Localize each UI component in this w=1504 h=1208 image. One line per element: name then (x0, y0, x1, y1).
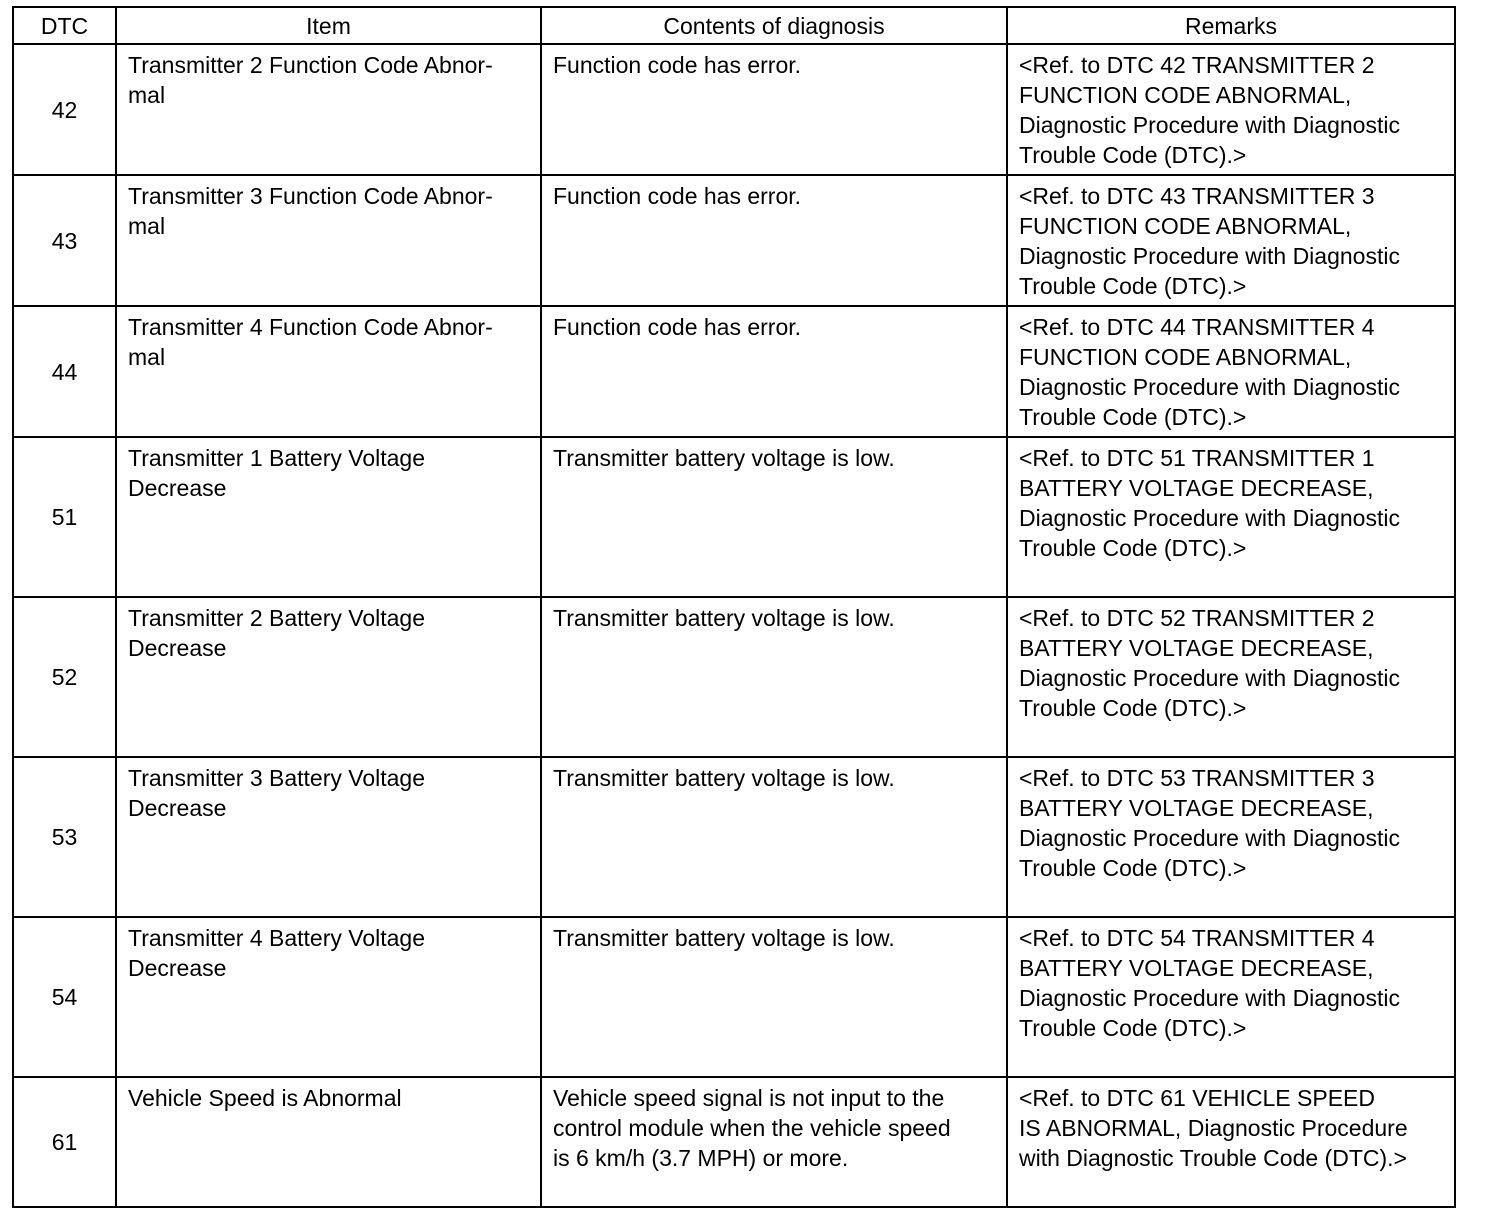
remarks-text: <Ref. to DTC 54 TRANSMITTER 4 BATTERY VOLTAGE DECREASE, Diagnostic Procedure with Diagnostic Trouble Code (DTC).> (1019, 925, 1400, 1041)
remarks-text: <Ref. to DTC 53 TRANSMITTER 3 BATTERY VOLTAGE DECREASE, Diagnostic Procedure with Diagnostic Trouble Code (DTC).> (1019, 765, 1400, 881)
dtc-table (12, 6, 1456, 1208)
contents-text: Vehicle speed signal is not input to the control module when the vehicle speed is 6 km/h (3.7 MPH) or more. (553, 1085, 951, 1171)
remarks-text: <Ref. to DTC 51 TRANSMITTER 1 BATTERY VOLTAGE DECREASE, Diagnostic Procedure with Diagnostic Trouble Code (DTC).> (1019, 445, 1400, 561)
item-cell (116, 44, 541, 175)
remarks-cell (1007, 757, 1455, 917)
contents-cell (541, 306, 1007, 437)
table-row (13, 306, 1455, 437)
table-row (13, 44, 1455, 175)
item-cell (116, 597, 541, 757)
contents-cell (541, 175, 1007, 306)
contents-text: Transmitter battery voltage is low. (553, 925, 895, 951)
item-cell (116, 306, 541, 437)
item-cell (116, 757, 541, 917)
item-text: Transmitter 3 Battery Voltage Decrease (128, 765, 426, 821)
dtc-code-cell: 61 (13, 1077, 116, 1207)
contents-cell (541, 1077, 1007, 1207)
remarks-cell (1007, 306, 1455, 437)
table-row (13, 175, 1455, 306)
contents-cell (541, 437, 1007, 597)
contents-text: Function code has error. (553, 183, 802, 209)
item-text: Transmitter 4 Function Code Abnor- mal (128, 314, 493, 370)
remarks-text: <Ref. to DTC 42 TRANSMITTER 2 FUNCTION CODE ABNORMAL, Diagnostic Procedure with Diagnostic Trouble Code (DTC).> (1019, 52, 1400, 168)
dtc-code-cell: 42 (13, 44, 116, 175)
remarks-text: <Ref. to DTC 43 TRANSMITTER 3 FUNCTION CODE ABNORMAL, Diagnostic Procedure with Diagnostic Trouble Code (DTC).> (1019, 183, 1400, 299)
header-item: Item (116, 7, 541, 44)
item-cell (116, 1077, 541, 1207)
table-header-row (13, 7, 1455, 44)
contents-cell (541, 44, 1007, 175)
item-text: Transmitter 3 Function Code Abnor- mal (128, 183, 493, 239)
item-text: Transmitter 2 Battery Voltage Decrease (128, 605, 426, 661)
dtc-code-cell: 44 (13, 306, 116, 437)
dtc-code-cell: 52 (13, 597, 116, 757)
remarks-text: <Ref. to DTC 52 TRANSMITTER 2 BATTERY VOLTAGE DECREASE, Diagnostic Procedure with Diagnostic Trouble Code (DTC).> (1019, 605, 1400, 721)
table-row (13, 437, 1455, 597)
dtc-code-cell: 53 (13, 757, 116, 917)
contents-cell (541, 757, 1007, 917)
item-text: Transmitter 4 Battery Voltage Decrease (128, 925, 426, 981)
item-text: Transmitter 1 Battery Voltage Decrease (128, 445, 426, 501)
item-cell (116, 175, 541, 306)
contents-text: Function code has error. (553, 52, 802, 78)
remarks-cell (1007, 44, 1455, 175)
contents-text: Function code has error. (553, 314, 802, 340)
table-row (13, 917, 1455, 1077)
table-row (13, 1077, 1455, 1207)
item-text: Transmitter 2 Function Code Abnor- mal (128, 52, 493, 108)
item-cell (116, 437, 541, 597)
table-row (13, 597, 1455, 757)
header-dtc: DTC (13, 7, 116, 44)
remarks-cell (1007, 175, 1455, 306)
remarks-cell (1007, 597, 1455, 757)
remarks-cell (1007, 917, 1455, 1077)
dtc-code-cell: 54 (13, 917, 116, 1077)
table-row (13, 757, 1455, 917)
remarks-text: <Ref. to DTC 61 VEHICLE SPEED IS ABNORMAL, Diagnostic Procedure with Diagnostic Trouble Code (DTC).> (1019, 1085, 1408, 1171)
header-contents: Contents of diagnosis (541, 7, 1007, 44)
header-remarks: Remarks (1007, 7, 1455, 44)
dtc-code-cell: 43 (13, 175, 116, 306)
remarks-cell (1007, 1077, 1455, 1207)
item-text: Vehicle Speed is Abnormal (128, 1085, 402, 1111)
dtc-code-cell: 51 (13, 437, 116, 597)
contents-text: Transmitter battery voltage is low. (553, 445, 895, 471)
contents-text: Transmitter battery voltage is low. (553, 605, 895, 631)
item-cell (116, 917, 541, 1077)
contents-cell (541, 917, 1007, 1077)
remarks-cell (1007, 437, 1455, 597)
contents-cell (541, 597, 1007, 757)
remarks-text: <Ref. to DTC 44 TRANSMITTER 4 FUNCTION CODE ABNORMAL, Diagnostic Procedure with Diagnostic Trouble Code (DTC).> (1019, 314, 1400, 430)
contents-text: Transmitter battery voltage is low. (553, 765, 895, 791)
